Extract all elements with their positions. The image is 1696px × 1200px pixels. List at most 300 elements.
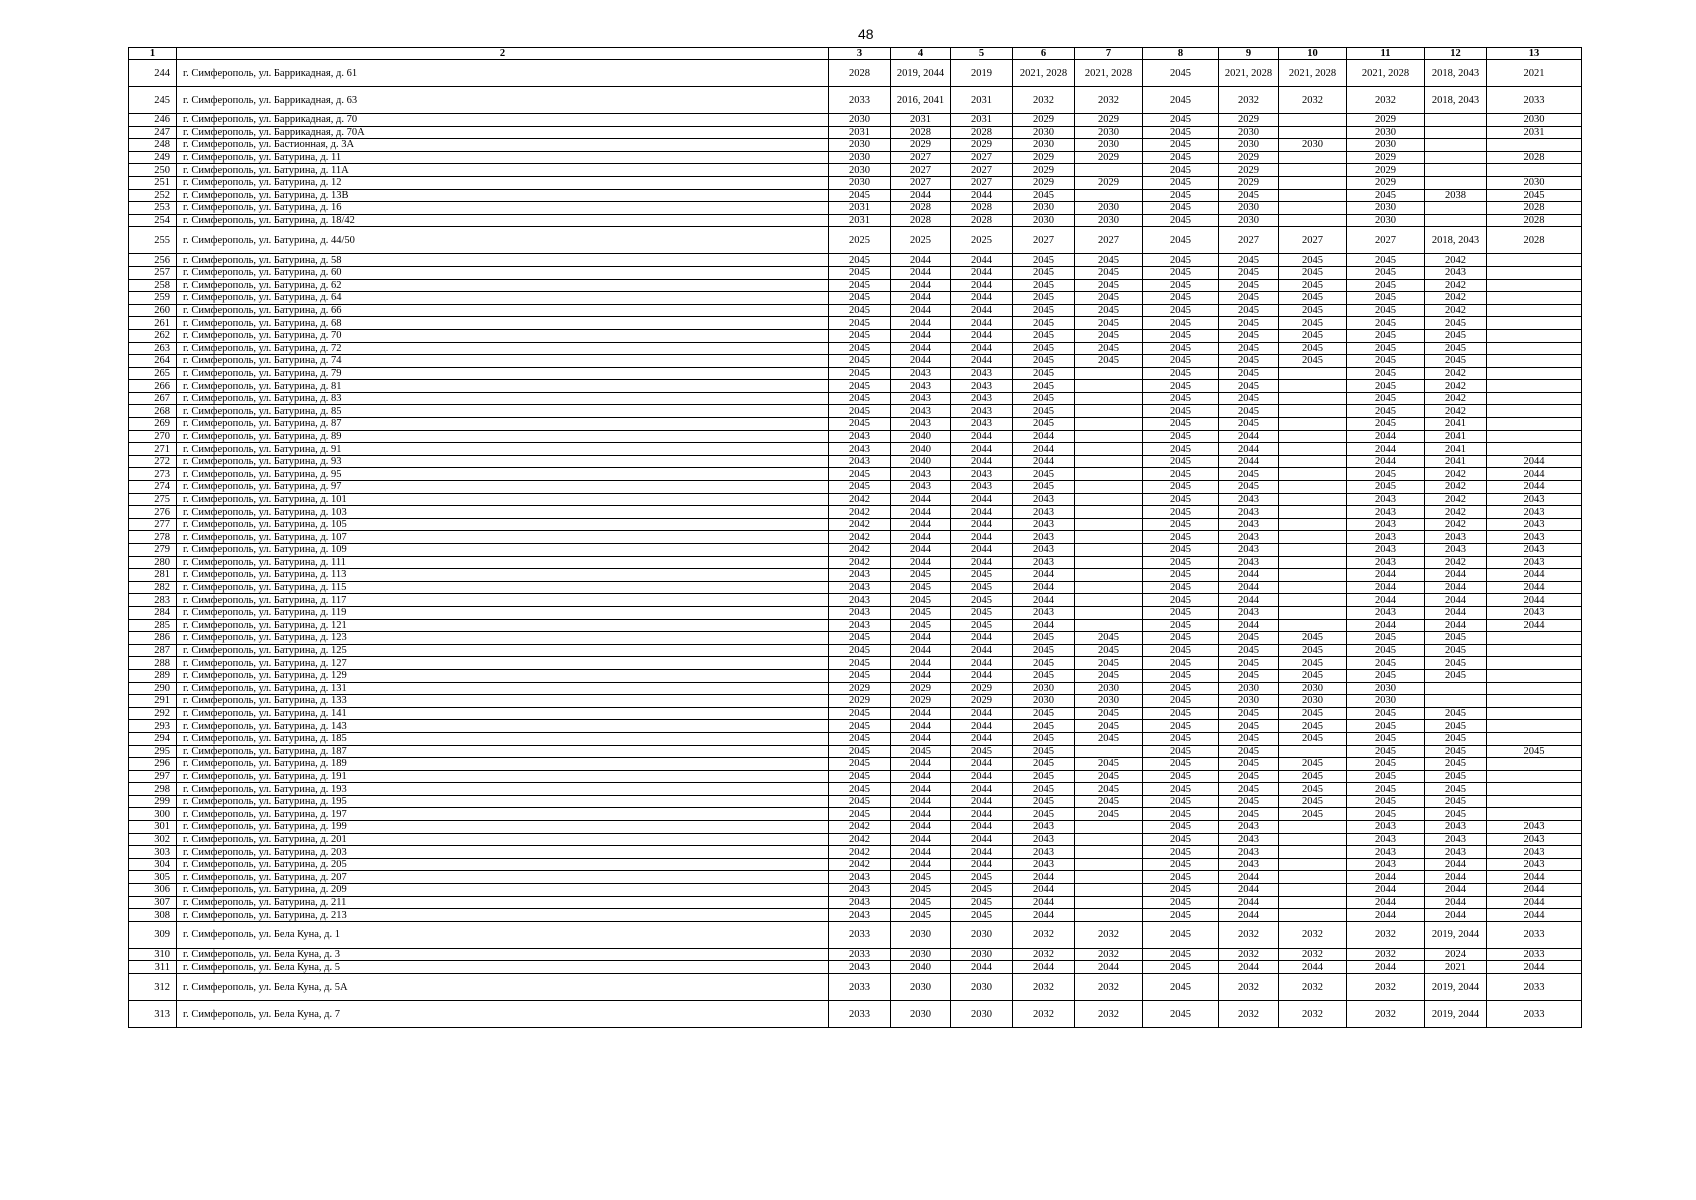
year-cell: 2045 [951, 896, 1013, 909]
year-cell: 2044 [1013, 884, 1075, 897]
year-cell: 2029 [1219, 114, 1279, 127]
address-cell: г. Симферополь, ул. Бела Куна, д. 3 [177, 948, 829, 961]
table-row [129, 758, 1582, 771]
year-cell: 2045 [1425, 342, 1487, 355]
year-cell [1279, 455, 1347, 468]
year-cell: 2045 [1143, 619, 1219, 632]
year-cell [1425, 214, 1487, 227]
year-cell: 2029 [1347, 164, 1425, 177]
year-cell: 2044 [891, 783, 951, 796]
year-cell: 2033 [1487, 974, 1582, 1001]
year-cell: 2042 [829, 544, 891, 557]
year-cell: 2043 [951, 481, 1013, 494]
year-cell [1279, 619, 1347, 632]
year-cell: 2043 [1487, 531, 1582, 544]
column-header-8: 8 [1143, 48, 1219, 60]
year-cell [1487, 657, 1582, 670]
year-cell: 2044 [1347, 455, 1425, 468]
year-cell: 2045 [1143, 871, 1219, 884]
year-cell: 2043 [1487, 556, 1582, 569]
year-cell: 2045 [1279, 266, 1347, 279]
year-cell: 2044 [1219, 619, 1279, 632]
year-cell: 2029 [1013, 164, 1075, 177]
year-cell: 2043 [1219, 544, 1279, 557]
year-cell: 2045 [1143, 909, 1219, 922]
year-cell: 2044 [951, 355, 1013, 368]
year-cell: 2044 [1219, 430, 1279, 443]
row-number-cell: 264 [129, 355, 177, 368]
year-cell: 2045 [1143, 695, 1219, 708]
year-cell: 2045 [1143, 279, 1219, 292]
year-cell: 2030 [1075, 682, 1143, 695]
year-cell: 2045 [829, 355, 891, 368]
year-cell: 2045 [1143, 531, 1219, 544]
year-cell: 2043 [1219, 493, 1279, 506]
row-number-cell: 266 [129, 380, 177, 393]
year-cell: 2043 [1219, 506, 1279, 519]
year-cell: 2043 [1487, 606, 1582, 619]
year-cell: 2045 [829, 707, 891, 720]
address-cell: г. Симферополь, ул. Батурина, д. 197 [177, 808, 829, 821]
address-cell: г. Симферополь, ул. Батурина, д. 44/50 [177, 227, 829, 254]
year-cell: 2030 [1075, 214, 1143, 227]
year-cell: 2044 [891, 556, 951, 569]
address-cell: г. Симферополь, ул. Батурина, д. 109 [177, 544, 829, 557]
year-cell: 2030 [1219, 139, 1279, 152]
year-cell: 2044 [1219, 581, 1279, 594]
year-cell [1075, 380, 1143, 393]
year-cell: 2030 [1075, 695, 1143, 708]
table-row [129, 833, 1582, 846]
address-cell: г. Симферополь, ул. Батурина, д. 133 [177, 695, 829, 708]
year-cell [1487, 418, 1582, 431]
year-cell [1279, 214, 1347, 227]
year-cell: 2029 [1075, 176, 1143, 189]
year-cell: 2045 [1219, 342, 1279, 355]
year-cell [1279, 833, 1347, 846]
address-cell: г. Симферополь, ул. Бела Куна, д. 1 [177, 921, 829, 948]
year-cell: 2045 [1347, 355, 1425, 368]
year-cell: 2045 [1143, 821, 1219, 834]
year-cell: 2045 [1143, 581, 1219, 594]
address-cell: г. Симферополь, ул. Баррикадная, д. 61 [177, 60, 829, 87]
year-cell: 2044 [1013, 594, 1075, 607]
year-cell: 2045 [1075, 304, 1143, 317]
year-cell: 2019, 2044 [891, 60, 951, 87]
year-cell: 2042 [1425, 556, 1487, 569]
year-cell: 2045 [1013, 632, 1075, 645]
year-cell: 2030 [1219, 214, 1279, 227]
address-cell: г. Симферополь, ул. Батурина, д. 11 [177, 151, 829, 164]
year-cell: 2044 [951, 732, 1013, 745]
year-cell: 2030 [829, 139, 891, 152]
row-number-cell: 293 [129, 720, 177, 733]
year-cell: 2043 [1219, 606, 1279, 619]
year-cell: 2044 [891, 770, 951, 783]
year-cell: 2045 [829, 669, 891, 682]
address-cell: г. Симферополь, ул. Батурина, д. 83 [177, 392, 829, 405]
table-row [129, 468, 1582, 481]
year-cell: 2042 [1425, 405, 1487, 418]
year-cell: 2045 [1143, 139, 1219, 152]
year-cell: 2045 [1075, 720, 1143, 733]
year-cell [1487, 808, 1582, 821]
year-cell: 2045 [1143, 961, 1219, 974]
year-cell: 2040 [891, 443, 951, 456]
table-row [129, 594, 1582, 607]
year-cell: 2045 [1143, 974, 1219, 1001]
year-cell: 2042 [1425, 481, 1487, 494]
year-cell: 2044 [1219, 896, 1279, 909]
year-cell: 2044 [1013, 909, 1075, 922]
year-cell: 2045 [951, 581, 1013, 594]
year-cell: 2043 [1487, 518, 1582, 531]
year-cell [1487, 367, 1582, 380]
row-number-cell: 291 [129, 695, 177, 708]
year-cell: 2045 [1075, 795, 1143, 808]
table-row [129, 151, 1582, 164]
year-cell: 2045 [1013, 317, 1075, 330]
row-number-cell: 306 [129, 884, 177, 897]
column-header-13: 13 [1487, 48, 1582, 60]
year-cell: 2045 [1143, 468, 1219, 481]
year-cell: 2032 [1219, 1001, 1279, 1028]
year-cell: 2045 [829, 254, 891, 267]
year-cell: 2043 [891, 418, 951, 431]
year-cell: 2044 [1347, 594, 1425, 607]
year-cell: 2043 [829, 581, 891, 594]
address-cell: г. Симферополь, ул. Батурина, д. 72 [177, 342, 829, 355]
year-cell: 2045 [829, 304, 891, 317]
year-cell: 2030 [891, 974, 951, 1001]
year-cell: 2045 [1425, 329, 1487, 342]
year-cell: 2044 [891, 795, 951, 808]
year-cell: 2045 [1075, 783, 1143, 796]
year-cell: 2044 [1347, 896, 1425, 909]
year-cell: 2045 [1279, 329, 1347, 342]
year-cell: 2045 [1347, 254, 1425, 267]
row-number-cell: 283 [129, 594, 177, 607]
year-cell: 2045 [1013, 808, 1075, 821]
year-cell [1487, 443, 1582, 456]
year-cell: 2030 [1013, 695, 1075, 708]
address-cell: г. Симферополь, ул. Батурина, д. 195 [177, 795, 829, 808]
year-cell: 2045 [1425, 644, 1487, 657]
year-cell: 2044 [891, 355, 951, 368]
year-cell: 2045 [1143, 745, 1219, 758]
table-row [129, 961, 1582, 974]
row-number-cell: 286 [129, 632, 177, 645]
year-cell: 2045 [1219, 392, 1279, 405]
column-header-10: 10 [1279, 48, 1347, 60]
year-cell: 2042 [1425, 506, 1487, 519]
year-cell: 2044 [1425, 606, 1487, 619]
year-cell: 2045 [1425, 745, 1487, 758]
year-cell: 2043 [1219, 518, 1279, 531]
year-cell: 2040 [891, 430, 951, 443]
row-number-cell: 246 [129, 114, 177, 127]
year-cell: 2045 [1143, 720, 1219, 733]
year-cell: 2044 [951, 783, 1013, 796]
year-cell: 2045 [1013, 720, 1075, 733]
table-row [129, 707, 1582, 720]
year-cell: 2027 [1279, 227, 1347, 254]
year-cell: 2044 [891, 329, 951, 342]
year-cell [1279, 871, 1347, 884]
year-cell [1487, 758, 1582, 771]
year-cell: 2030 [829, 164, 891, 177]
year-cell [1279, 821, 1347, 834]
year-cell: 2045 [1143, 493, 1219, 506]
address-cell: г. Симферополь, ул. Батурина, д. 74 [177, 355, 829, 368]
year-cell: 2043 [891, 392, 951, 405]
year-cell: 2029 [1013, 114, 1075, 127]
year-cell: 2045 [1279, 732, 1347, 745]
address-cell: г. Симферополь, ул. Батурина, д. 189 [177, 758, 829, 771]
year-cell: 2044 [951, 632, 1013, 645]
address-cell: г. Симферополь, ул. Батурина, д. 203 [177, 846, 829, 859]
address-cell: г. Симферополь, ул. Батурина, д. 85 [177, 405, 829, 418]
year-cell [1075, 518, 1143, 531]
column-header-7: 7 [1075, 48, 1143, 60]
year-cell [1487, 732, 1582, 745]
year-cell: 2043 [1013, 858, 1075, 871]
year-cell: 2032 [1013, 1001, 1075, 1028]
year-cell [1279, 443, 1347, 456]
year-cell: 2045 [1013, 732, 1075, 745]
year-cell: 2045 [1143, 254, 1219, 267]
year-cell: 2045 [1075, 644, 1143, 657]
year-cell [1487, 164, 1582, 177]
table-row [129, 974, 1582, 1001]
year-cell: 2033 [829, 87, 891, 114]
table-row [129, 909, 1582, 922]
year-cell: 2045 [951, 619, 1013, 632]
table-row [129, 682, 1582, 695]
year-cell: 2045 [1279, 644, 1347, 657]
year-cell: 2045 [1219, 418, 1279, 431]
year-cell: 2045 [1347, 795, 1425, 808]
year-cell: 2045 [1347, 468, 1425, 481]
year-cell: 2045 [1279, 808, 1347, 821]
address-cell: г. Симферополь, ул. Батурина, д. 62 [177, 279, 829, 292]
year-cell: 2045 [1219, 745, 1279, 758]
year-cell [1279, 151, 1347, 164]
table-row [129, 139, 1582, 152]
year-cell: 2044 [951, 821, 1013, 834]
address-cell: г. Симферополь, ул. Бела Куна, д. 5А [177, 974, 829, 1001]
address-cell: г. Симферополь, ул. Батурина, д. 11А [177, 164, 829, 177]
year-cell: 2045 [1013, 669, 1075, 682]
year-cell: 2019, 2044 [1425, 974, 1487, 1001]
address-cell: г. Симферополь, ул. Батурина, д. 68 [177, 317, 829, 330]
year-cell: 2042 [1425, 518, 1487, 531]
year-cell: 2043 [1219, 531, 1279, 544]
year-cell: 2043 [829, 619, 891, 632]
year-cell: 2028 [1487, 214, 1582, 227]
row-number-cell: 281 [129, 569, 177, 582]
year-cell: 2043 [1347, 846, 1425, 859]
year-cell [1279, 884, 1347, 897]
year-cell: 2025 [891, 227, 951, 254]
row-number-cell: 263 [129, 342, 177, 355]
year-cell: 2030 [951, 974, 1013, 1001]
year-cell: 2028 [829, 60, 891, 87]
year-cell: 2045 [1347, 770, 1425, 783]
year-cell: 2029 [1219, 164, 1279, 177]
row-number-cell: 258 [129, 279, 177, 292]
row-number-cell: 254 [129, 214, 177, 227]
year-cell: 2027 [951, 176, 1013, 189]
year-cell: 2043 [1219, 821, 1279, 834]
year-cell: 2045 [1143, 481, 1219, 494]
address-cell: г. Симферополь, ул. Баррикадная, д. 70 [177, 114, 829, 127]
table-row [129, 481, 1582, 494]
year-cell: 2043 [1013, 821, 1075, 834]
year-cell: 2030 [829, 114, 891, 127]
year-cell [1075, 606, 1143, 619]
year-cell: 2045 [1425, 720, 1487, 733]
table-row [129, 531, 1582, 544]
row-number-cell: 275 [129, 493, 177, 506]
year-cell: 2030 [1075, 139, 1143, 152]
year-cell: 2045 [1075, 317, 1143, 330]
year-cell: 2045 [1279, 669, 1347, 682]
address-cell: г. Симферополь, ул. Батурина, д. 64 [177, 292, 829, 305]
year-cell: 2043 [829, 871, 891, 884]
table-row [129, 292, 1582, 305]
table-row [129, 329, 1582, 342]
year-cell: 2030 [1013, 214, 1075, 227]
year-cell [1487, 669, 1582, 682]
year-cell: 2045 [1219, 266, 1279, 279]
year-cell: 2045 [1219, 468, 1279, 481]
year-cell: 2044 [1347, 871, 1425, 884]
row-number-cell: 248 [129, 139, 177, 152]
year-cell: 2045 [1143, 884, 1219, 897]
year-cell: 2044 [951, 292, 1013, 305]
year-cell [1075, 858, 1143, 871]
year-cell [1487, 632, 1582, 645]
year-cell: 2030 [1013, 682, 1075, 695]
year-cell [1279, 468, 1347, 481]
year-cell: 2045 [1347, 783, 1425, 796]
year-cell: 2029 [1347, 114, 1425, 127]
year-cell: 2025 [951, 227, 1013, 254]
year-cell: 2045 [1347, 657, 1425, 670]
year-cell: 2030 [829, 176, 891, 189]
row-number-cell: 276 [129, 506, 177, 519]
year-cell: 2031 [829, 202, 891, 215]
year-cell: 2032 [1279, 921, 1347, 948]
table-body [129, 60, 1582, 1028]
year-cell: 2044 [1347, 569, 1425, 582]
year-cell: 2044 [1219, 569, 1279, 582]
table-row [129, 884, 1582, 897]
year-cell [1487, 329, 1582, 342]
year-cell: 2045 [1347, 380, 1425, 393]
year-cell [1075, 468, 1143, 481]
table-row [129, 556, 1582, 569]
table-row [129, 948, 1582, 961]
year-cell: 2045 [1013, 783, 1075, 796]
year-cell: 2045 [1279, 720, 1347, 733]
year-cell: 2030 [951, 1001, 1013, 1028]
year-cell: 2043 [951, 468, 1013, 481]
year-cell: 2045 [1075, 707, 1143, 720]
year-cell: 2029 [951, 695, 1013, 708]
year-cell: 2044 [1487, 896, 1582, 909]
row-number-cell: 261 [129, 317, 177, 330]
year-cell: 2045 [1075, 758, 1143, 771]
year-cell: 2044 [891, 266, 951, 279]
year-cell: 2045 [1347, 317, 1425, 330]
row-number-cell: 308 [129, 909, 177, 922]
year-cell: 2045 [1075, 342, 1143, 355]
year-cell: 2044 [951, 556, 1013, 569]
year-cell: 2045 [1219, 632, 1279, 645]
year-cell: 2041 [1425, 443, 1487, 456]
table-row [129, 506, 1582, 519]
year-cell: 2043 [1425, 544, 1487, 557]
year-cell: 2018, 2043 [1425, 87, 1487, 114]
year-cell: 2031 [829, 214, 891, 227]
year-cell: 2045 [1143, 669, 1219, 682]
year-cell: 2045 [1143, 214, 1219, 227]
year-cell: 2045 [1219, 279, 1279, 292]
year-cell: 2045 [1143, 896, 1219, 909]
year-cell: 2045 [829, 380, 891, 393]
year-cell: 2045 [1143, 808, 1219, 821]
table-row [129, 619, 1582, 632]
year-cell: 2045 [1075, 329, 1143, 342]
year-cell: 2043 [1487, 833, 1582, 846]
year-cell [1487, 682, 1582, 695]
year-cell: 2044 [891, 846, 951, 859]
year-cell: 2045 [1013, 707, 1075, 720]
year-cell: 2045 [1143, 60, 1219, 87]
table-row [129, 896, 1582, 909]
year-cell: 2030 [1013, 202, 1075, 215]
year-cell [1279, 481, 1347, 494]
year-cell [1279, 745, 1347, 758]
table-header-row [129, 48, 1582, 60]
year-cell: 2044 [951, 455, 1013, 468]
year-cell: 2045 [1143, 164, 1219, 177]
year-cell: 2044 [1487, 455, 1582, 468]
year-cell: 2045 [1143, 151, 1219, 164]
year-cell: 2044 [951, 430, 1013, 443]
address-cell: г. Симферополь, ул. Батурина, д. 58 [177, 254, 829, 267]
year-cell: 2045 [1143, 833, 1219, 846]
year-cell: 2045 [829, 329, 891, 342]
year-cell: 2045 [1075, 254, 1143, 267]
year-cell: 2032 [1013, 974, 1075, 1001]
year-cell [1075, 594, 1143, 607]
year-cell: 2045 [829, 189, 891, 202]
year-cell: 2044 [951, 279, 1013, 292]
year-cell: 2044 [1219, 443, 1279, 456]
address-cell: г. Симферополь, ул. Батурина, д. 211 [177, 896, 829, 909]
year-cell [1425, 114, 1487, 127]
year-cell: 2043 [891, 481, 951, 494]
year-cell: 2044 [951, 531, 1013, 544]
page-number: 48 [858, 26, 874, 42]
year-cell: 2044 [951, 506, 1013, 519]
year-cell: 2045 [1013, 355, 1075, 368]
year-cell: 2045 [829, 657, 891, 670]
year-cell: 2030 [1487, 114, 1582, 127]
